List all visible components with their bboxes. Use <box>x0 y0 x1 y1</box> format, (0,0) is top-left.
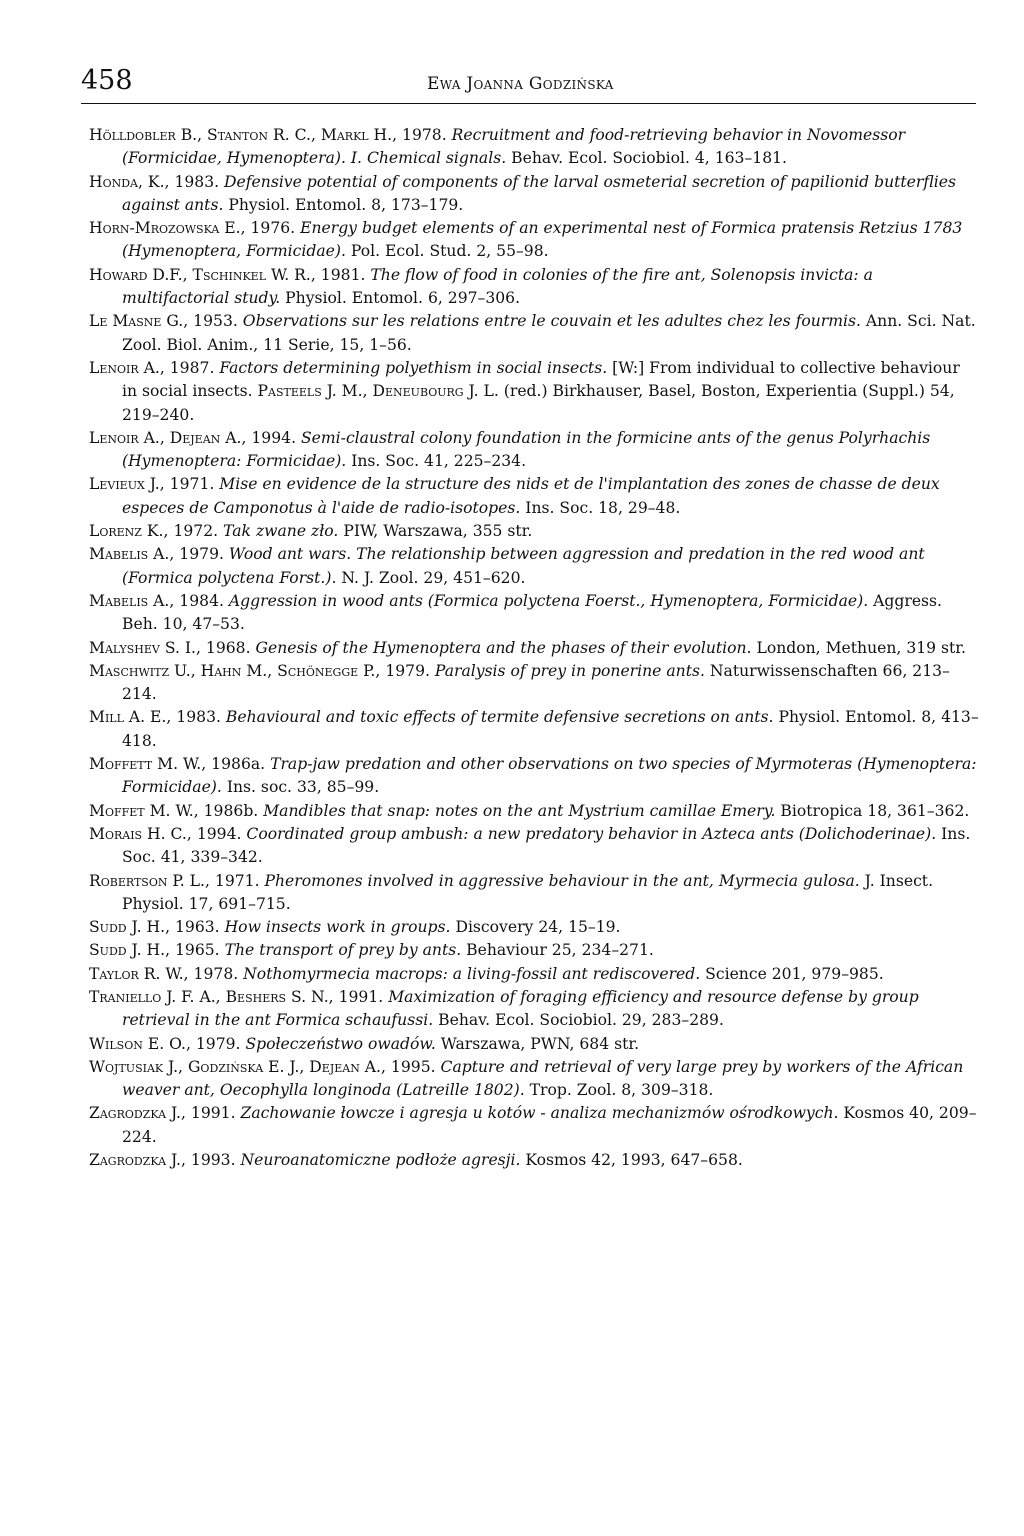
reference-entry <box>89 1056 979 1103</box>
reference-entry <box>89 939 979 962</box>
reference-authors: Howard D.F., Tschinkel W. R. <box>89 265 311 284</box>
reference-details: Biotropica 18, 361–362. <box>775 801 970 820</box>
reference-authors: Hölldobler B., Stanton R. C., Markl H. <box>89 126 393 144</box>
reference-details: , 1994. <box>241 428 301 447</box>
reference-authors: Lenoir A. <box>89 358 160 377</box>
reference-entry <box>89 870 979 917</box>
reference-details: Ins. Soc. 41, 339–342. <box>122 824 971 867</box>
reference-title: The flow of food in colonies of the fire ant, Solenopsis invicta: a multifactorial study. <box>122 265 873 308</box>
reference-details: , 1993. <box>181 1151 241 1170</box>
reference-entry <box>89 963 979 986</box>
reference-title: Neuroanatomiczne podłoże agresji. <box>240 1151 521 1170</box>
reference-details: Kosmos 40, 209–224. <box>122 1104 977 1146</box>
reference-details: , 1991. <box>181 1104 241 1123</box>
reference-details: , 1994. <box>186 824 247 843</box>
reference-details: , 1981. <box>310 265 371 284</box>
reference-details: Trop. Zool. 8, 309–318. <box>524 1081 714 1100</box>
reference-authors: Mabelis A. <box>89 591 170 610</box>
reference-entry <box>89 753 979 800</box>
reference-details: Warszawa, PWN, 684 str. <box>435 1034 640 1053</box>
reference-details: , 1976. <box>240 219 301 238</box>
reference-authors: Moffet M. W. <box>89 801 194 820</box>
reference-details: , 1965. <box>165 941 225 960</box>
reference-entry <box>89 1102 979 1149</box>
reference-authors: Zagrodzka J. <box>89 1151 181 1170</box>
reference-title: Factors determining polyethism in social insects. <box>219 358 608 377</box>
reference-details: , 1986a. <box>201 755 271 774</box>
reference-details: Physiol. Entomol. 6, 297–306. <box>280 289 521 308</box>
reference-authors: Wilson E. O. <box>89 1034 186 1053</box>
reference-entry <box>89 916 979 939</box>
reference-authors: Traniello J. F. A., Beshers S. N. <box>89 987 329 1006</box>
reference-authors: Maschwitz U., Hahn M., Schönegge P. <box>89 661 376 680</box>
reference-entry <box>89 427 979 474</box>
reference-entry <box>89 1149 979 1172</box>
reference-details: , 1995. <box>381 1057 441 1076</box>
reference-details: , 1978. <box>392 126 452 144</box>
reference-details: Ins. Soc. 41, 225–234. <box>346 452 527 471</box>
reference-details: (red.) Birkhauser, Basel, Boston, Experientia (Suppl.) 54, 219–240. <box>122 382 955 424</box>
reference-authors: Lorenz K. <box>89 522 164 541</box>
reference-details: , 1968. <box>196 638 256 657</box>
reference-authors: Moffett M. W. <box>89 755 202 774</box>
reference-details: Pol. Ecol. Stud. 2, 55–98. <box>345 242 549 261</box>
reference-entry <box>89 473 979 520</box>
reference-entry <box>89 823 979 870</box>
reference-entry <box>89 217 979 264</box>
reference-entry <box>89 124 979 171</box>
reference-authors: Honda, K. <box>89 172 165 191</box>
reference-title: Tak zwane zło. <box>223 522 339 541</box>
reference-details: London, Methuen, 319 str. <box>751 638 967 657</box>
reference-entry <box>89 357 979 427</box>
reference-authors: Sudd J. H. <box>89 918 166 937</box>
reference-title: Coordinated group ambush: a new predatory behavior in Azteca ants (Dolichoderinae). <box>246 824 937 843</box>
reference-details: [W:] From individual to collective behaviour in social insects. <box>122 358 960 401</box>
reference-authors: Lenoir A., Dejean A. <box>89 428 242 447</box>
reference-authors: Morais H. C. <box>89 824 187 843</box>
reference-title: Paralysis of prey in ponerine ants. <box>434 661 705 680</box>
reference-details: Aggress. Beh. 10, 47–53. <box>122 591 943 634</box>
reference-details: Physiol. Entomol. 8, 413–418. <box>122 708 979 750</box>
reference-list <box>89 124 979 1172</box>
reference-authors: Zagrodzka J. <box>89 1104 181 1123</box>
reference-authors: Taylor R. W. <box>89 964 184 983</box>
reference-details: , 1978. <box>183 964 244 983</box>
reference-title: Capture and retrieval of very large prey by workers of the African weaver ant, Oecophylla longinoda (Latreille 1802). <box>122 1057 964 1100</box>
reference-title: Genesis of the Hymenoptera and the phases of their evolution. <box>255 638 752 657</box>
reference-title: The transport of prey by ants. <box>224 941 462 960</box>
reference-title: Observations sur les relations entre le couvain et les adultes chez les fourmis. <box>242 312 861 331</box>
reference-details: , 1986b. <box>193 801 264 820</box>
reference-title: Mandibles that snap: notes on the ant Mystrium camillae Emery. <box>263 801 776 820</box>
reference-details: Ins. Soc. 18, 29–48. <box>520 498 681 517</box>
reference-details: Kosmos 42, 1993, 647–658. <box>520 1151 743 1170</box>
header-rule <box>81 103 976 104</box>
reference-title: Pheromones involved in aggressive behaviour in the ant, Myrmecia gulosa. <box>264 871 860 890</box>
reference-details: Behaviour 25, 234–271. <box>461 941 654 960</box>
reference-details: , 1991. <box>328 987 389 1006</box>
running-head-author: Ewa Joanna Godzińska <box>427 74 614 94</box>
reference-entry <box>89 310 979 357</box>
reference-entry <box>89 637 979 660</box>
reference-entry <box>89 171 979 218</box>
reference-title: Behavioural and toxic effects of termite defensive secretions on ants. <box>225 708 774 727</box>
reference-details: , 1983. <box>164 172 225 191</box>
reference-details: N. J. Zool. 29, 451–620. <box>336 568 526 587</box>
reference-details: , 1983. <box>166 708 226 727</box>
page-number: 458 <box>81 65 133 96</box>
reference-entry <box>89 1033 979 1056</box>
reference-title: Trap-jaw predation and other observations on two species of Myrmoteras (Hymenoptera: Formicidae). <box>122 755 977 797</box>
reference-details: , 1971. <box>205 871 265 890</box>
reference-details: Ann. Sci. Nat. Zool. Biol. Anim., 11 Serie, 15, 1–56. <box>122 312 976 354</box>
reference-title: Semi-claustral colony foundation in the formicine ants of the genus Polyrhachis (Hymenoptera: Formicidae). <box>122 428 931 471</box>
reference-details: Behav. Ecol. Sociobiol. 29, 283–289. <box>433 1011 724 1030</box>
reference-entry <box>89 590 979 637</box>
reference-title: Maximization of foraging efficiency and resource defense by group retrieval in the ant Formica schaufussi. <box>122 987 919 1030</box>
reference-details: Science 201, 979–985. <box>700 964 884 983</box>
reference-details: , 1953. <box>183 312 243 331</box>
reference-title: Aggression in wood ants (Formica polyctena Foerst., Hymenoptera, Formicidae). <box>228 591 869 610</box>
reference-details: , 1972. <box>163 522 224 541</box>
reference-title: Defensive potential of components of the larval osmeterial secretion of papilionid butterflies against ants. <box>122 172 956 214</box>
reference-entry <box>89 986 979 1033</box>
reference-authors: Robertson P. L. <box>89 871 205 890</box>
reference-entry <box>89 264 979 311</box>
reference-details: PIW, Warszawa, 355 str. <box>338 522 533 541</box>
reference-authors: Pasteels J. M., Deneubourg J. L. <box>257 382 499 401</box>
reference-entry <box>89 660 979 707</box>
reference-title: Społeczeństwo owadów. <box>245 1034 436 1053</box>
reference-title: Zachowanie łowcze i agresja u kotów - analiza mechanizmów ośrodkowych. <box>240 1104 839 1123</box>
reference-details: , 1984. <box>169 591 229 610</box>
reference-authors: Mill A. E. <box>89 708 167 727</box>
reference-details: Discovery 24, 15–19. <box>450 918 621 937</box>
reference-title: Mise en evidence de la structure des nids et de l'implantation des zones de chasse de deux especes de Camponotus à l'aide de radio-isotopes. <box>122 475 940 517</box>
reference-details: , 1963. <box>165 918 225 937</box>
reference-entry <box>89 800 979 823</box>
reference-details: , 1987. <box>159 358 220 377</box>
page-header <box>81 64 976 104</box>
reference-title: Recruitment and food-retrieving behavior in Novomessor (Formicidae, Hymenoptera). I. Chemical signals. <box>122 126 906 168</box>
reference-title: Wood ant wars. The relationship between aggression and predation in the red wood ant (Formica polyctena Forst.). <box>122 545 925 587</box>
reference-details: Physiol. Entomol. 8, 173–179. <box>223 195 464 214</box>
reference-entry <box>89 520 979 543</box>
reference-details: Behav. Ecol. Sociobiol. 4, 163–181. <box>506 149 787 168</box>
reference-authors: Levieux J. <box>89 475 160 494</box>
reference-details: , 1979. <box>169 545 229 564</box>
reference-authors: Malyshev S. I. <box>89 638 196 657</box>
reference-authors: Sudd J. H. <box>89 941 166 960</box>
reference-title: Energy budget elements of an experimental nest of Formica pratensis Retzius 1783 (Hymenoptera, Formicidae). <box>122 219 963 261</box>
reference-entry <box>89 543 979 590</box>
reference-details: Naturwissenschaften 66, 213–214. <box>122 661 950 704</box>
reference-details: J. Insect. Physiol. 17, 691–715. <box>122 871 934 913</box>
reference-authors: Wojtusiak J., Godzińska E. J., Dejean A. <box>89 1057 382 1076</box>
reference-details: , 1979. <box>185 1034 246 1053</box>
reference-authors: Mabelis A. <box>89 545 170 564</box>
reference-details: , 1971. <box>159 475 220 494</box>
reference-authors: Horn-Mrozowska E. <box>89 219 241 238</box>
reference-authors: Le Masne G. <box>89 312 184 331</box>
reference-details: Ins. soc. 33, 85–99. <box>221 778 380 797</box>
reference-title: How insects work in groups. <box>224 918 451 937</box>
reference-details: , 1979. <box>375 661 435 680</box>
reference-entry <box>89 706 979 753</box>
reference-title: Nothomyrmecia macrops: a living-fossil ant rediscovered. <box>243 964 701 983</box>
